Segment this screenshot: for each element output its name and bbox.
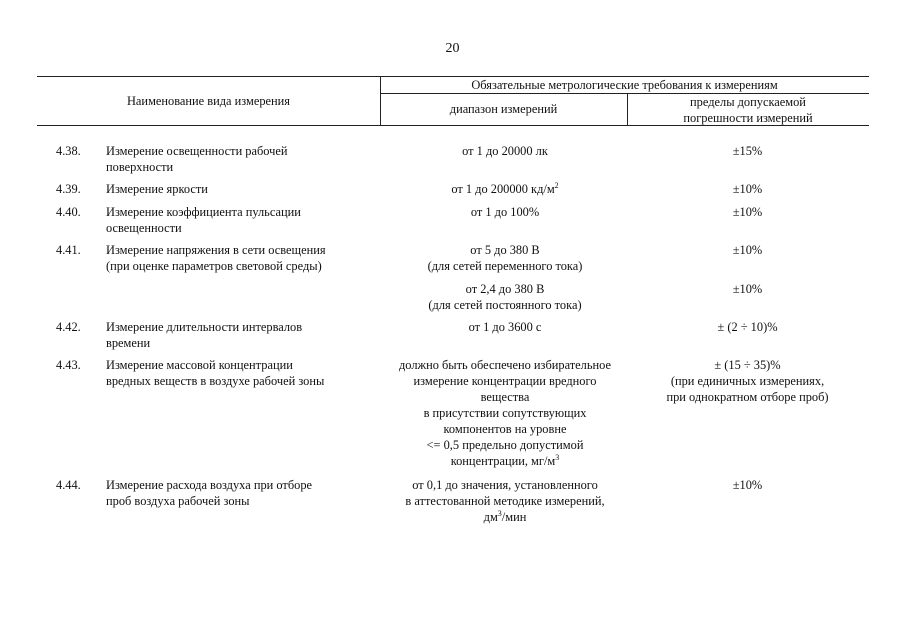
row-range: от 0,1 до значения, установленного в аттестованной методике измерений, $дм^3$/мин <box>405 478 605 524</box>
row-range: от 1 до 100% <box>470 205 540 219</box>
header-range-col: диапазон измерений <box>449 102 558 116</box>
row-number: 4.42. <box>56 320 81 334</box>
row-error: ±10% <box>732 478 763 492</box>
row-name: Измерение освещенности рабочей поверхности <box>106 144 288 174</box>
row-range: от 1 до 20000 лк <box>462 144 548 158</box>
row-range: от 5 до 380 В (для сетей переменного тока) <box>427 243 583 273</box>
row-name: Измерение яркости <box>106 182 208 196</box>
row-error-dc: ±10% <box>732 282 763 296</box>
row-error: ±10% <box>732 182 763 196</box>
row-number: 4.38. <box>56 144 81 158</box>
row-name: Измерение массовой концентрации вредных веществ в воздухе рабочей зоны <box>106 358 325 388</box>
row-error: ± (15 ÷ 35)% (при единичных измерениях, при однократном отборе проб) <box>666 358 829 404</box>
row-range: от 1 до 3600 с <box>468 320 542 334</box>
row-error: ±15% <box>732 144 763 158</box>
header-name-col: Наименование вида измерения <box>126 94 291 108</box>
page-number: 20 <box>445 41 460 56</box>
header-error-col: пределы допускаемой погрешности измерений <box>683 95 813 125</box>
row-error: ±10% <box>732 205 763 219</box>
row-range: от 1 до 200000 $кд/м^2$ <box>451 181 559 196</box>
row-name: Измерение напряжения в сети освещения (при оценке параметров световой среды) <box>106 243 326 273</box>
row-range: должно быть обеспечено избирательное измерение концентрации вредного вещества в присутствии сопутствующих компонентов на уровне <= 0,5 предельно допустимой концентрации, $мг/м^3$ <box>399 358 611 468</box>
row-error: ± (2 ÷ 10)% <box>717 320 778 334</box>
row-range-dc: от 2,4 до 380 В (для сетей постоянного тока) <box>428 282 582 312</box>
row-name: Измерение коэффициента пульсации освещенности <box>106 205 301 235</box>
row-name: Измерение длительности интервалов времени <box>106 320 303 350</box>
row-number: 4.41. <box>56 243 81 257</box>
row-name: Измерение расхода воздуха при отборе проб воздуха рабочей зоны <box>106 478 313 508</box>
row-number: 4.43. <box>56 358 81 372</box>
row-number: 4.39. <box>56 182 81 196</box>
header-requirements: Обязательные метрологические требования к измерениям <box>471 78 778 92</box>
row-number: 4.44. <box>56 478 81 492</box>
row-error: ±10% <box>732 243 763 257</box>
row-number: 4.40. <box>56 205 81 219</box>
